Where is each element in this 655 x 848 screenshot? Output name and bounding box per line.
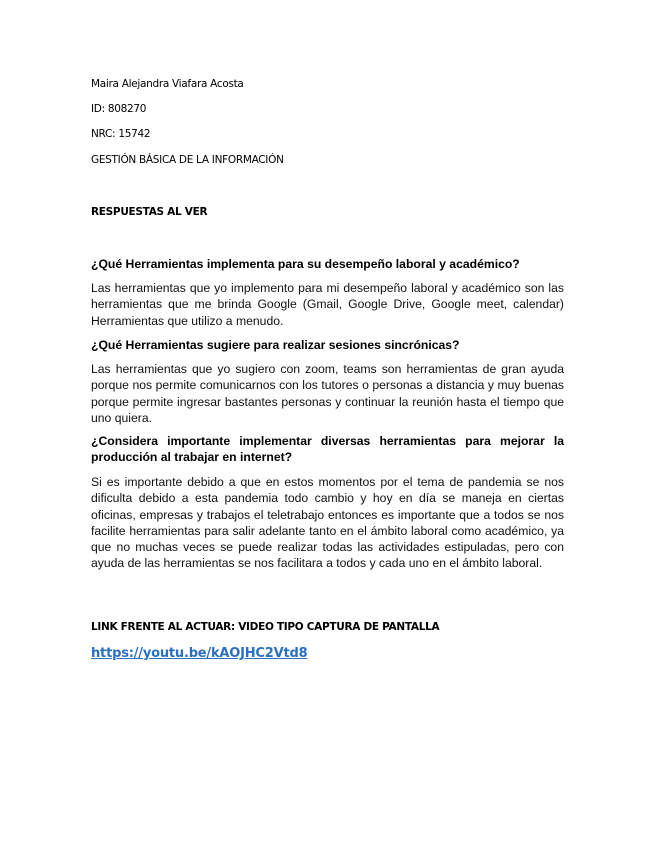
answer-2: Las herramientas que yo sugiero con zoom, teams son herramientas de gran ayuda porque nos permite comunicarnos con los tutores o personas a distancia y muy buenas porque permite ingresar bastantes personas y continuar la reunión hasta el tiempo que uno quiera. [91, 362, 564, 425]
video-link[interactable]: https://youtu.be/kAOJHC2Vtd8 [91, 646, 308, 661]
question-1: ¿Qué Herramientas implementa para su desempeño laboral y académico? [91, 257, 520, 271]
question-3: ¿Considera importante implementar diversas herramientas para mejorar la producción al trabajar en internet? [91, 434, 564, 464]
nrc-code: NRC: 15742 [91, 128, 151, 140]
author-name: Maira Alejandra Viafara Acosta [91, 78, 244, 90]
link-section-title: LINK FRENTE AL ACTUAR: VIDEO TIPO CAPTURA DE PANTALLA [91, 621, 440, 633]
student-id: ID: 808270 [91, 103, 147, 115]
answer-1: Las herramientas que yo implemento para mi desempeño laboral y académico son las herramientas que me brinda Google (Gmail, Google Drive, Google meet, calendar) Herramientas que utilizo a menudo. [91, 281, 564, 328]
course-name: GESTIÓN BÁSICA DE LA INFORMACIÓN [91, 154, 284, 166]
question-2: ¿Qué Herramientas sugiere para realizar sesiones sincrónicas? [91, 338, 460, 352]
section-title: RESPUESTAS AL VER [91, 206, 208, 218]
answer-3: Si es importante debido a que en estos momentos por el tema de pandemia se nos dificulta debido a esta pandemia todo cambio y hoy en día se maneja en ciertas oficinas, empresas y trabajos el teletrabajo entonces es importante que a todos se nos facilite herramientas para salir adelante tanto en el ámbito laboral como académico, ya que no muchas veces se puede realizar todas las actividades estipuladas, pero con ayuda de las herramientas se nos facilitara a todos y cada uno en el ámbito laboral. [91, 475, 564, 571]
